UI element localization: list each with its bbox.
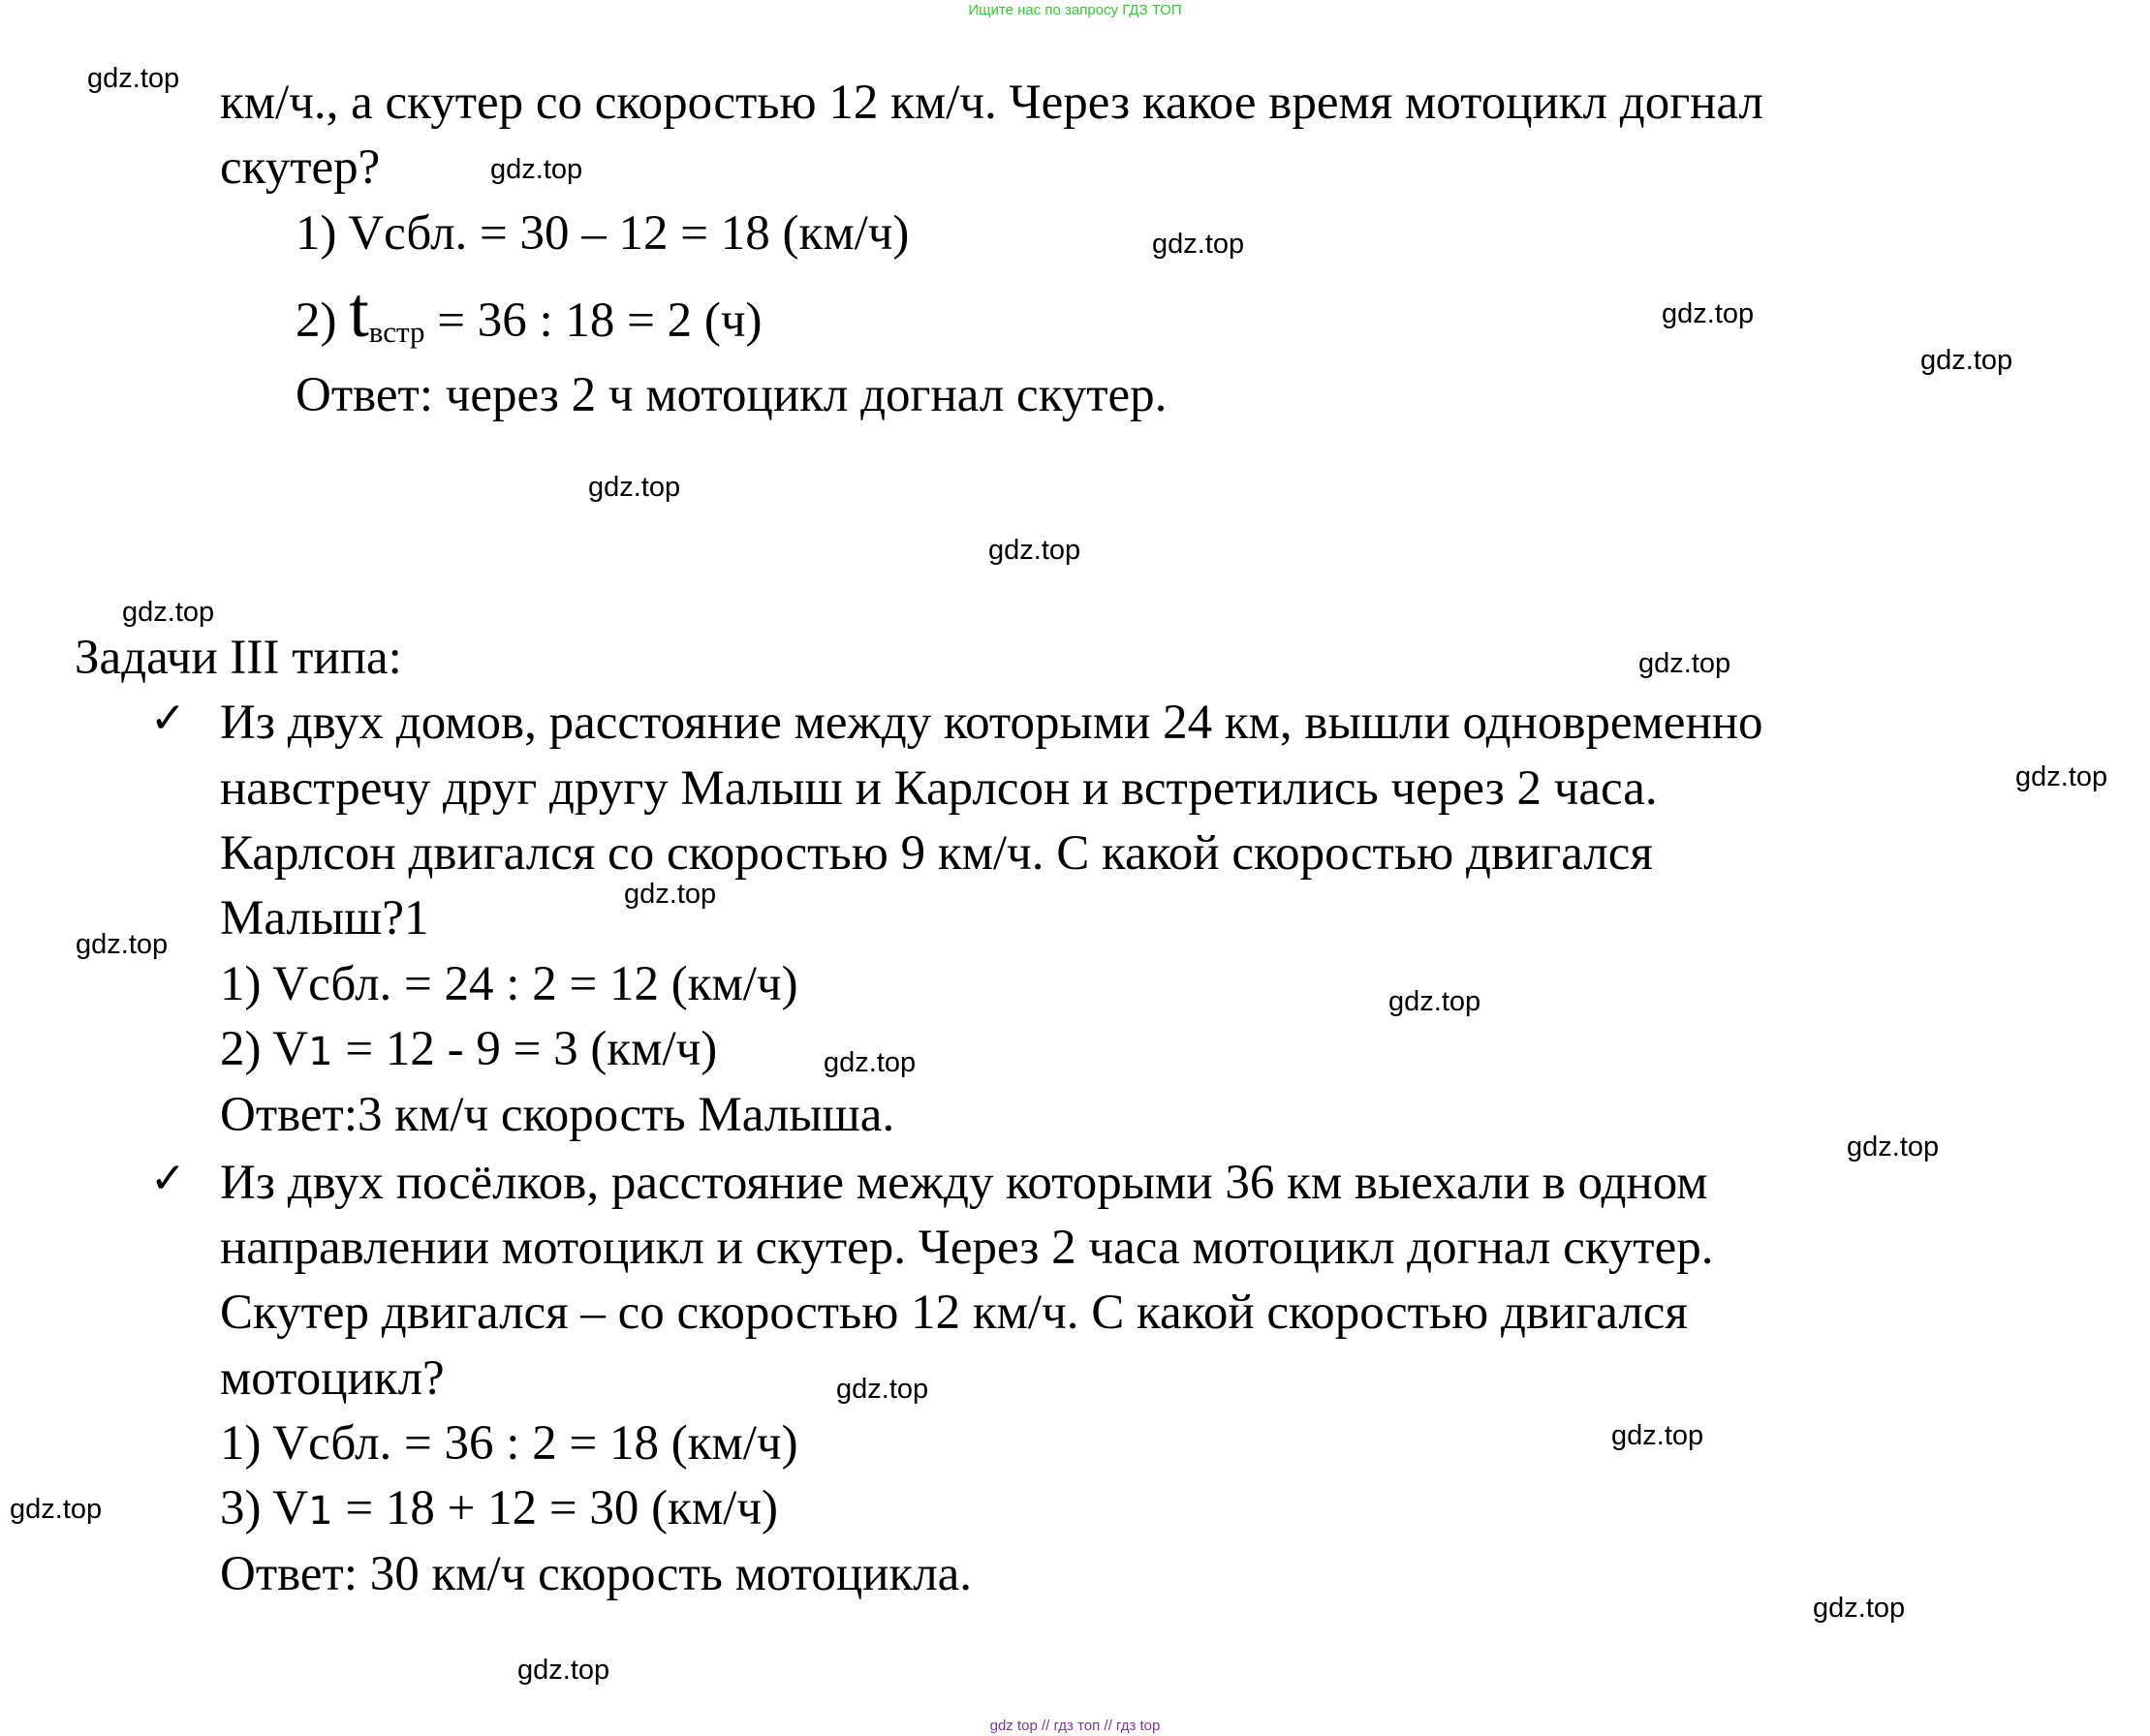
text-line: Из двух посёлков, расстояние между которыми 36 км выехали в одном <box>220 1156 1708 1210</box>
bottom-banner: gdz top // гдз топ // гдз top <box>989 1718 1161 1734</box>
step-expression: = 36 : 18 = 2 (ч) <box>424 294 763 348</box>
watermark: gdz.top <box>1662 298 1755 329</box>
watermark: gdz.top <box>1611 1420 1704 1451</box>
answer-line: Ответ:3 км/ч скорость Малыша. <box>220 1088 895 1142</box>
check-icon: ✓ <box>150 694 186 743</box>
solution-step-2 <box>296 273 763 361</box>
watermark: gdz.top <box>517 1655 610 1686</box>
watermark: gdz.top <box>1638 648 1731 679</box>
text-line: Малыш?1 <box>220 891 429 946</box>
solution-step-2 <box>220 1479 778 1540</box>
text-line: скутер? <box>220 140 381 195</box>
velocity-subscript: 1 <box>308 1030 333 1074</box>
step-prefix: 3) V <box>220 1481 309 1535</box>
text-line: Скутер двигался – со скоростью 12 км/ч. С какой скоростью двигался <box>220 1286 1688 1340</box>
watermark: gdz.top <box>1388 986 1481 1017</box>
time-subscript: встр <box>368 315 425 349</box>
step-prefix: 2) V <box>220 1022 309 1076</box>
text-line: км/ч., а скутер со скоростью 12 км/ч. Через какое время мотоцикл догнал <box>220 76 1763 130</box>
velocity-subscript: 1 <box>308 1489 333 1534</box>
watermark: gdz.top <box>490 154 583 185</box>
solution-step-1: 1) Vсбл. = 24 : 2 = 12 (км/ч) <box>220 957 798 1011</box>
answer-line: Ответ: через 2 ч мотоцикл догнал скутер. <box>296 368 1168 422</box>
watermark: gdz.top <box>76 929 169 960</box>
watermark: gdz.top <box>624 879 717 910</box>
watermark: gdz.top <box>1152 229 1245 260</box>
text-line: направлении мотоцикл и скутер. Через 2 часа мотоцикл догнал скутер. <box>220 1221 1714 1275</box>
answer-line: Ответ: 30 км/ч скорость мотоцикла. <box>220 1547 973 1601</box>
watermark: gdz.top <box>10 1494 103 1525</box>
solution-step-1: 1) Vсбл. = 36 : 2 = 18 (км/ч) <box>220 1416 798 1471</box>
watermark: gdz.top <box>988 535 1081 566</box>
watermark: gdz.top <box>87 63 180 94</box>
watermark: gdz.top <box>122 597 215 628</box>
text-line: навстречу друг другу Малыш и Карлсон и встретились через 2 часа. <box>220 761 1658 816</box>
section-heading: Задачи III типа: <box>75 631 402 685</box>
step-expression: = 12 - 9 = 3 (км/ч) <box>332 1022 718 1076</box>
text-line: мотоцикл? <box>220 1351 445 1406</box>
time-symbol: t <box>349 273 369 353</box>
top-banner: Ищите нас по запросу ГДЗ ТОП <box>968 2 1182 18</box>
watermark: gdz.top <box>1920 345 2013 376</box>
watermark: gdz.top <box>1847 1132 1940 1162</box>
watermark: gdz.top <box>1813 1593 1906 1624</box>
text-line: Карлсон двигался со скоростью 9 км/ч. С какой скоростью двигался <box>220 826 1653 881</box>
solution-step-2 <box>220 1020 717 1081</box>
text-line: Из двух домов, расстояние между которыми 24 км, вышли одновременно <box>220 696 1763 750</box>
watermark: gdz.top <box>836 1374 929 1405</box>
step-expression: = 18 + 12 = 30 (км/ч) <box>332 1481 778 1535</box>
solution-step-1: 1) Vсбл. = 30 – 12 = 18 (км/ч) <box>296 206 910 261</box>
watermark: gdz.top <box>2015 761 2108 792</box>
check-icon: ✓ <box>150 1154 186 1203</box>
step-number: 2) <box>296 294 337 348</box>
watermark: gdz.top <box>588 472 681 503</box>
watermark: gdz.top <box>824 1047 917 1078</box>
